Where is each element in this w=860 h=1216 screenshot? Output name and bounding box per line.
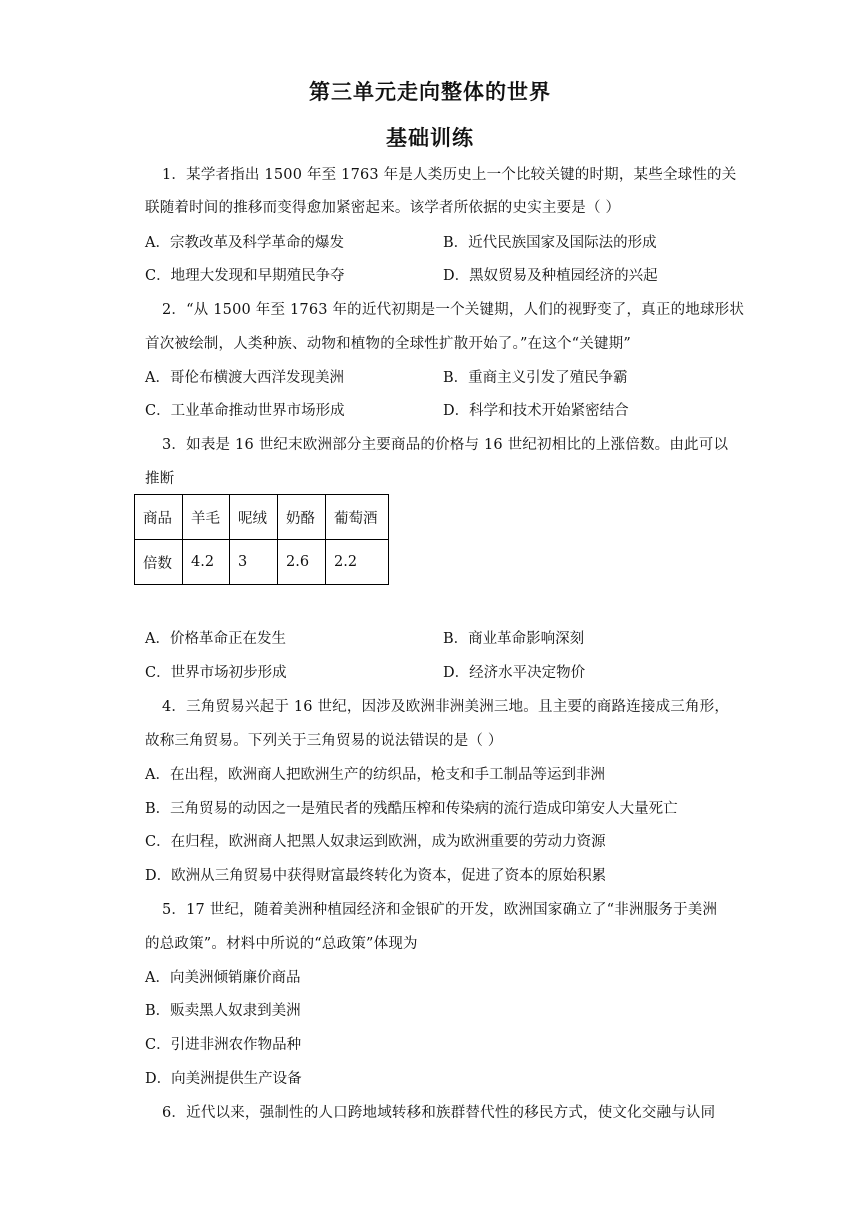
- table-cell: 2.2: [326, 540, 389, 585]
- question-4-line-1: 4．三角贸易兴起于 16 世纪，因涉及欧洲非洲美洲三地。且主要的商路连接成三角形，: [162, 699, 730, 715]
- table-cell: 呢绒: [230, 495, 278, 540]
- question-2-option-d: D．科学和技术开始紧密结合: [443, 403, 629, 419]
- question-5-option-a: A．向美洲倾销廉价商品: [145, 970, 301, 986]
- question-3-option-d: D．经济水平决定物价: [443, 665, 586, 681]
- question-1-option-c: C．地理大发现和早期殖民争夺: [145, 268, 345, 284]
- table-cell: 3: [230, 540, 278, 585]
- question-6-line-1: 6．近代以来，强制性的人口跨地域转移和族群替代性的移民方式，使文化交融与认同: [162, 1105, 716, 1121]
- question-2-line-1: 2．“从 1500 年至 1763 年的近代初期是一个关键期，人们的视野变了，真正的地球形状: [162, 302, 745, 318]
- question-4-option-a: A．在出程，欧洲商人把欧洲生产的纺织品，枪支和手工制品等运到非洲: [145, 767, 605, 783]
- question-3-option-b: B．商业革命影响深刻: [443, 631, 585, 647]
- question-4-option-d: D．欧洲从三角贸易中获得财富最终转化为资本，促进了资本的原始积累: [145, 868, 607, 884]
- table-cell: 羊毛: [183, 495, 230, 540]
- question-4-option-c: C．在归程，欧洲商人把黑人奴隶运到欧洲，成为欧洲重要的劳动力资源: [145, 834, 606, 850]
- page-title: 第三单元走向整体的世界: [309, 80, 551, 104]
- question-2-option-c: C．工业革命推动世界市场形成: [145, 403, 345, 419]
- question-3-option-a: A．价格革命正在发生: [145, 631, 286, 647]
- table-row: [135, 540, 389, 585]
- question-4-option-b: B．三角贸易的动因之一是殖民者的残酷压榨和传染病的流行造成印第安人大量死亡: [145, 801, 678, 817]
- question-3-option-c: C．世界市场初步形成: [145, 665, 287, 681]
- table-cell: 倍数: [135, 540, 183, 585]
- question-1-option-a: A．宗教改革及科学革命的爆发: [145, 235, 344, 251]
- price-table: [134, 494, 389, 585]
- question-3-line-2: 推断: [145, 471, 175, 487]
- table-cell: 商品: [135, 495, 183, 540]
- table-cell: 奶酪: [278, 495, 326, 540]
- question-5-option-b: B．贩卖黑人奴隶到美洲: [145, 1003, 301, 1019]
- table-row: [135, 495, 389, 540]
- question-3-line-1: 3．如表是 16 世纪末欧洲部分主要商品的价格与 16 世纪初相比的上涨倍数。由此可以: [162, 437, 729, 453]
- question-5-option-c: C．引进非洲农作物品种: [145, 1037, 302, 1053]
- table-cell: 2.6: [278, 540, 326, 585]
- page-subtitle: 基础训练: [386, 126, 474, 150]
- question-2-option-b: B．重商主义引发了殖民争霸: [443, 370, 628, 386]
- question-1-line-2: 联随着时间的推移而变得愈加紧密起来。该学者所依据的史实主要是（ ）: [145, 200, 621, 216]
- question-4-line-2: 故称三角贸易。下列关于三角贸易的说法错误的是（ ）: [145, 733, 503, 749]
- question-2-option-a: A．哥伦布横渡大西洋发现美洲: [145, 370, 344, 386]
- table-cell: 葡萄酒: [326, 495, 389, 540]
- question-1-option-d: D．黑奴贸易及种植园经济的兴起: [443, 268, 658, 284]
- question-1-option-b: B．近代民族国家及国际法的形成: [443, 235, 657, 251]
- question-5-line-1: 5．17 世纪，随着美洲种植园经济和金银矿的开发，欧洲国家确立了“非洲服务于美洲: [162, 902, 718, 918]
- question-2-line-2: 首次被绘制，人类种族、动物和植物的全球性扩散开始了。”在这个“关键期”: [145, 336, 631, 352]
- question-5-option-d: D．向美洲提供生产设备: [145, 1071, 302, 1087]
- table-cell: 4.2: [183, 540, 230, 585]
- question-1-line-1: 1．某学者指出 1500 年至 1763 年是人类历史上一个比较关键的时期，某些全球性的关: [162, 167, 737, 183]
- question-5-line-2: 的总政策”。材料中所说的“总政策”体现为: [145, 936, 418, 952]
